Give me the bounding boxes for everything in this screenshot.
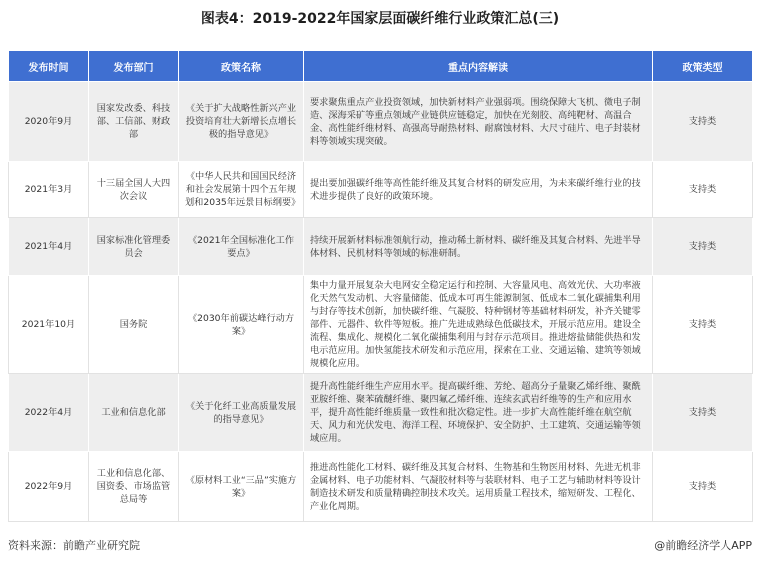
page-title: 图表4：2019-2022年国家层面碳纤维行业政策汇总(三) bbox=[200, 11, 560, 27]
cell-dept: 国家标准化管理委员会 bbox=[89, 218, 179, 276]
cell-content: 要求聚焦重点产业投资领域，加快新材料产业强弱项。围绕保障大飞机、微电子制造、深海采矿等重点领域产业链供应链稳定，加快在光刻胶、高纯靶材、高温合金、高性能纤维材料、高强高导耐热材料、耐腐蚀材料、大尺寸硅片、电子封装材料等领域实现突破。 bbox=[304, 82, 653, 162]
cell-content: 持续开展新材料标准领航行动，推动稀土新材料、碳纤维及其复合材料、先进半导体材料、民机材料等领域的标准研制。 bbox=[304, 218, 653, 276]
header-content: 重点内容解读 bbox=[304, 51, 653, 82]
cell-date: 2021年10月 bbox=[9, 276, 89, 374]
cell-type: 支持类 bbox=[653, 276, 753, 374]
cell-type: 支持类 bbox=[653, 162, 753, 218]
cell-name: 《2030年前碳达峰行动方案》 bbox=[179, 276, 304, 374]
table-row bbox=[9, 374, 753, 452]
cell-dept: 国务院 bbox=[89, 276, 179, 374]
cell-content: 提出要加强碳纤维等高性能纤维及其复合材料的研发应用，为未来碳纤维行业的技术进步提供了良好的政策环境。 bbox=[304, 162, 653, 218]
cell-date: 2022年9月 bbox=[9, 452, 89, 522]
cell-type: 支持类 bbox=[653, 82, 753, 162]
cell-content: 推进高性能化工材料、碳纤维及其复合材料、生物基和生物医用材料、先进无机非金属材料、电子功能材料、气凝胶材料等与装联材料、电子工艺与辅助材料等设计制造技术研发和质量精确控制技术攻关。运用质量工程技术，缩短研发、工程化、产业化周期。 bbox=[304, 452, 653, 522]
cell-name: 《2021年全国标准化工作要点》 bbox=[179, 218, 304, 276]
policy-table bbox=[8, 50, 753, 522]
cell-type: 支持类 bbox=[653, 218, 753, 276]
table-header-row bbox=[9, 51, 753, 82]
cell-date: 2022年4月 bbox=[9, 374, 89, 452]
cell-dept: 十三届全国人大四次会议 bbox=[89, 162, 179, 218]
source-note: 资料来源：前瞻产业研究院 bbox=[8, 539, 140, 552]
header-date: 发布时间 bbox=[9, 51, 89, 82]
cell-date: 2020年9月 bbox=[9, 82, 89, 162]
brand-credit: @前瞻经济学人APP bbox=[654, 539, 752, 552]
cell-name: 《关于扩大战略性新兴产业投资培育壮大新增长点增长极的指导意见》 bbox=[179, 82, 304, 162]
table-row bbox=[9, 82, 753, 162]
cell-date: 2021年4月 bbox=[9, 218, 89, 276]
cell-dept: 工业和信息化部 bbox=[89, 374, 179, 452]
cell-name: 《关于化纤工业高质量发展的指导意见》 bbox=[179, 374, 304, 452]
cell-dept: 国家发改委、科技部、工信部、财政部 bbox=[89, 82, 179, 162]
table-row bbox=[9, 162, 753, 218]
header-dept: 发布部门 bbox=[89, 51, 179, 82]
cell-type: 支持类 bbox=[653, 452, 753, 522]
cell-dept: 工业和信息化部、国资委、市场监管总局等 bbox=[89, 452, 179, 522]
header-name: 政策名称 bbox=[179, 51, 304, 82]
cell-content: 提升高性能纤维生产应用水平。提高碳纤维、芳纶、超高分子量聚乙烯纤维、聚酰亚胺纤维、聚苯硫醚纤维、聚四氟乙烯纤维、连续玄武岩纤维等的生产和应用水平，提升高性能纤维质量一致性和批次稳定性。进一步扩大高性能纤维在航空航天、风力和光伏发电、海洋工程、环境保护、安全防护、土工建筑、交通运输等领域应用。 bbox=[304, 374, 653, 452]
table-row bbox=[9, 452, 753, 522]
cell-content: 集中力量开展复杂大电网安全稳定运行和控制、大容量风电、高效光伏、大功率液化天然气发动机、大容量储能、低成本可再生能源制氢、低成本二氧化碳捕集利用与封存等技术创新，加快碳纤维、气凝胶、特种钢材等基础材料研发，补齐关键零部件、元器件、软件等短板。推广先进成熟绿色低碳技术，开展示范应用。建设全流程、集成化、规模化二氧化碳捕集利用与封存示范项目。推进熔盐储能供热和发电示范应用。加快氢能技术研发和示范应用，探索在工业、交通运输、建筑等领域规模化应用。 bbox=[304, 276, 653, 374]
cell-name: 《原材料工业“三品”实施方案》 bbox=[179, 452, 304, 522]
cell-date: 2021年3月 bbox=[9, 162, 89, 218]
cell-type: 支持类 bbox=[653, 374, 753, 452]
table-row bbox=[9, 218, 753, 276]
table-row bbox=[9, 276, 753, 374]
cell-name: 《中华人民共和国国民经济和社会发展第十四个五年规划和2035年远景目标纲要》 bbox=[179, 162, 304, 218]
header-type: 政策类型 bbox=[653, 51, 753, 82]
